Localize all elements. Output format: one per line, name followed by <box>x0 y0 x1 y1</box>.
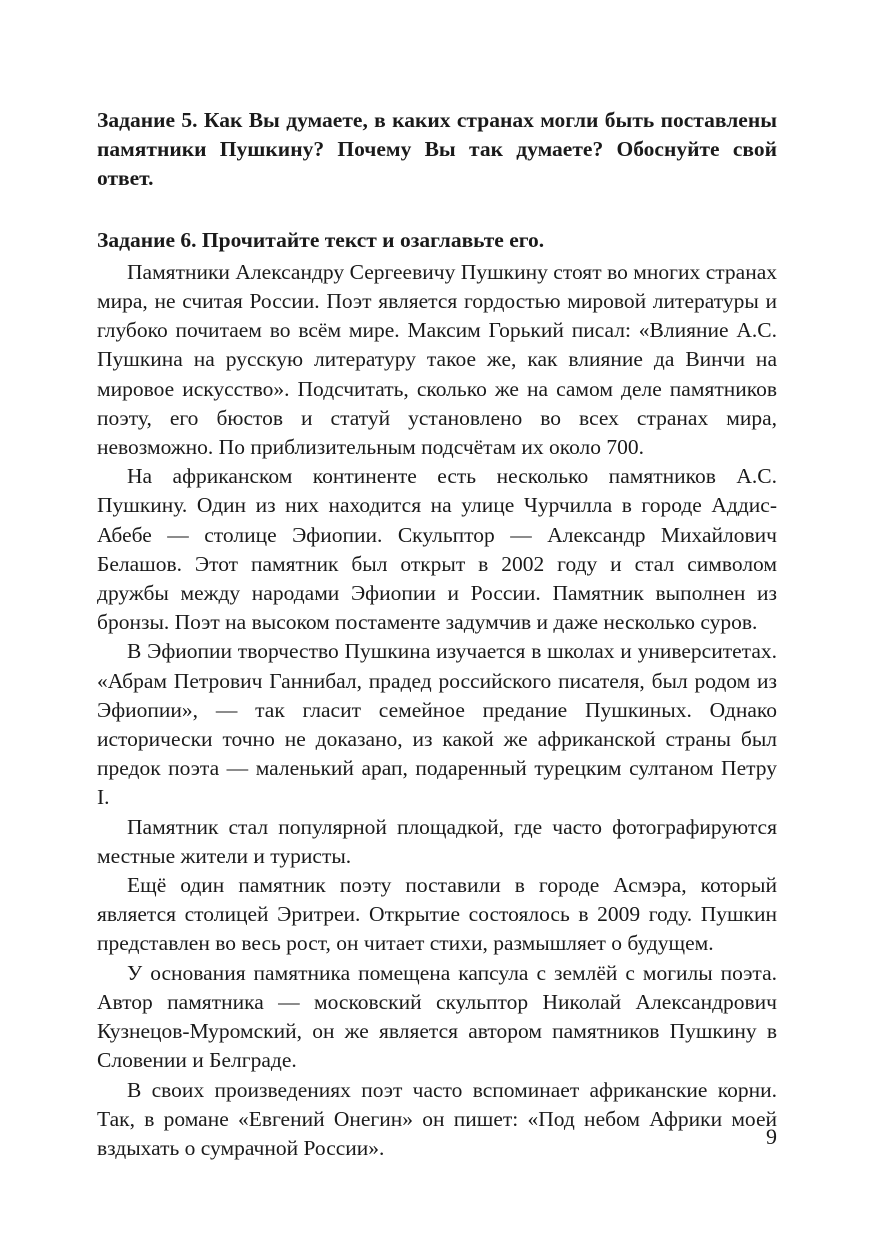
paragraph-7: В своих произведениях поэт часто вспоминает африканские корни. Так, в романе «Евгений Онегин» он пишет: «Под небом Африки моей вздыхать о сумрачной России». <box>97 1077 777 1160</box>
paragraph-4: Памятник стал популярной площадкой, где часто фотографируются местные жители и туристы. <box>97 814 777 868</box>
paragraph-6: У основания памятника помещена капсула с землёй с могилы поэта. Автор памятника — московский скульптор Николай Александрович Кузнецов-Муромский, он же является автором памятников Пушкину в Словении и Белграде. <box>97 960 777 1073</box>
page-number: 9 <box>766 1124 777 1149</box>
paragraph-3: В Эфиопии творчество Пушкина изучается в школах и университетах. «Абрам Петрович Ганнибал, прадед российского писателя, был родом из Эфиопии», — так гласит семейное предание Пушкиных. Однако исторически точно не доказано, из какой же африканской страны был предок поэта — маленький арап, подаренный турецким султаном Петру I. <box>97 639 777 810</box>
task-6-heading: Задание 6. Прочитайте текст и озаглавьте его. <box>97 227 545 252</box>
paragraph-2: На африканском континенте есть несколько памятников А.С. Пушкину. Один из них находится на улице Чурчилла в городе Аддис-Абебе — столице Эфиопии. Скульптор — Александр Михайлович Белашов. Этот памятник был открыт в 2002 году и стал символом дружбы между народами Эфиопии и России. Памятник выполнен из бронзы. Поэт на высоком постаменте задумчив и даже несколько суров. <box>97 464 777 635</box>
paragraph-1: Памятники Александру Сергеевичу Пушкину стоят во многих странах мира, не считая России. Поэт является гордостью мировой литературы и глубоко почитаем во всём мире. Максим Горький писал: «Влияние А.С. Пушкина на русскую литературу такое же, как влияние да Винчи на мировое искусство». Подсчитать, сколько же на самом деле памятников поэту, его бюстов и статуй установлено во всех странах мира, невозможно. По приблизительным подсчётам их около 700. <box>97 259 777 460</box>
page-content <box>97 106 777 1163</box>
task-5-heading: Задание 5. Как Вы думаете, в каких странах могли быть поставлены памятники Пушкину? Почему Вы так думаете? Обоснуйте свой ответ. <box>97 108 777 191</box>
paragraph-5: Ещё один памятник поэту поставили в городе Асмэра, который является столицей Эритреи. Открытие состоялось в 2009 году. Пушкин представлен во весь рост, он читает стихи, размышляет о будущем. <box>97 873 777 956</box>
